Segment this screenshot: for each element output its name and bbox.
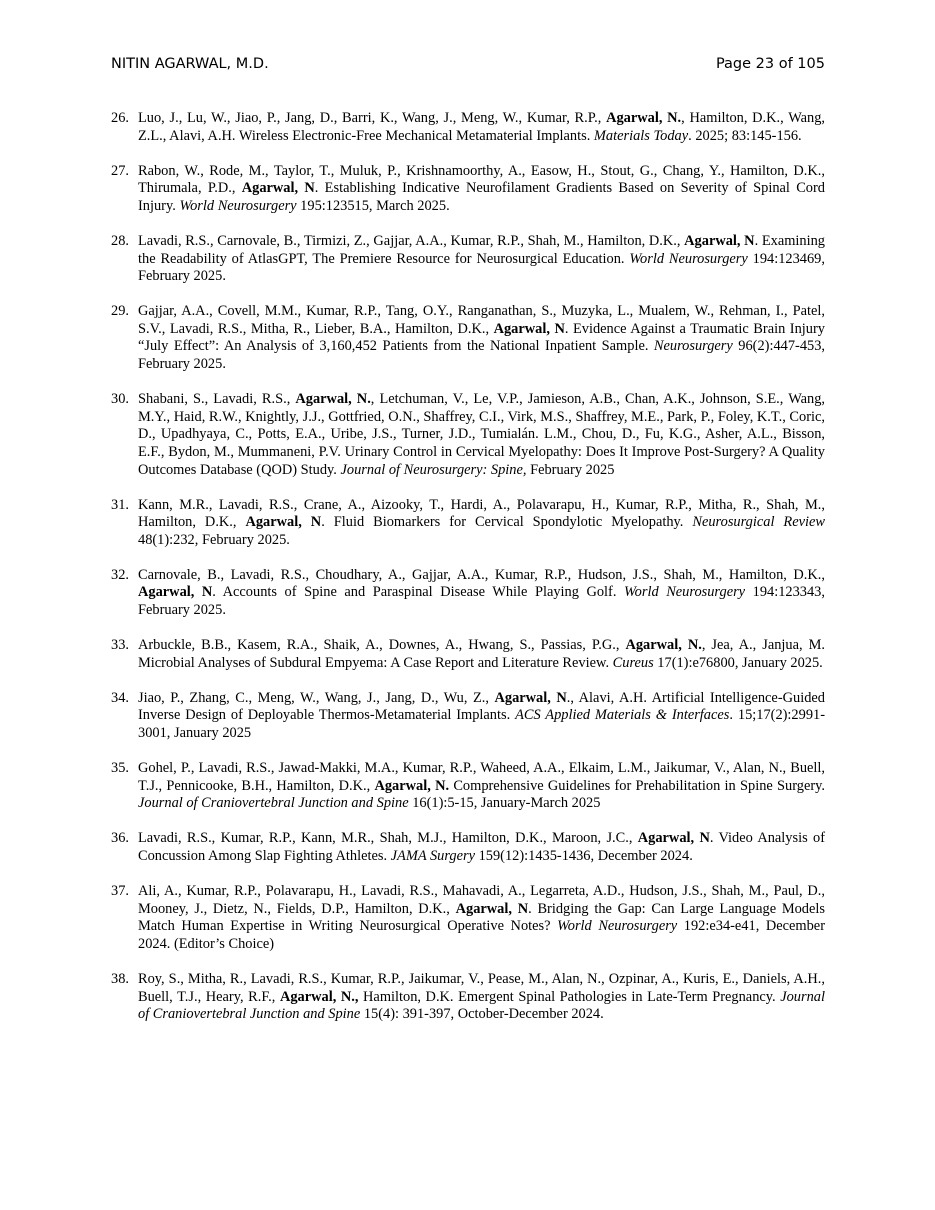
citation-text: . 2025; 83:145-156. — [688, 127, 802, 144]
reference-citation — [138, 303, 825, 373]
reference-number: 36. — [111, 830, 129, 847]
journal-title: Journal of Craniovertebral Junction and Spine — [138, 988, 825, 1023]
reference-citation — [138, 163, 825, 216]
citation-text: Lavadi, R.S., Carnovale, B., Tirmizi, Z., Gajjar, A.A., Kumar, R.P., Shah, M., Hamilton, D.K., — [138, 232, 685, 249]
reference-number: 28. — [111, 232, 129, 249]
citation-text: Comprehensive Guidelines for Prehabilitation in Spine Surgery. — [449, 777, 825, 794]
author-highlight: Agarwal, N — [455, 900, 529, 917]
citation-text: 17(1):e76800, January 2025. — [653, 654, 823, 671]
reference-item — [111, 497, 825, 550]
reference-item — [111, 690, 825, 743]
reference-number: 32. — [111, 566, 129, 583]
reference-citation — [138, 690, 825, 743]
journal-title: Journal of Craniovertebral Junction and Spine — [138, 795, 409, 812]
journal-title: Cureus — [612, 654, 654, 671]
citation-text: Hamilton, D.K. Emergent Spinal Pathologies in Late-Term Pregnancy. — [358, 988, 781, 1005]
citation-text: 195:123515, March 2025. — [296, 197, 450, 214]
journal-title: World Neurosurgery — [557, 918, 678, 935]
journal-title: ACS Applied Materials & Interfaces — [515, 707, 730, 724]
citation-text: . Evidence Against a Traumatic Brain Injury “July Effect”: An Analysis of 3,160,452 Patients from the National Inpatient Sample. — [138, 320, 825, 355]
journal-title: Neurosurgery — [653, 338, 733, 355]
citation-text: . Bridging the Gap: Can Large Language Models Match Human Expertise in Writing Neurosurgical Operative Notes? — [138, 900, 825, 935]
citation-text: Luo, J., Lu, W., Jiao, P., Jang, D., Barri, K., Wang, J., Meng, W., Kumar, R.P., — [138, 110, 607, 126]
author-highlight: Agarwal, N — [493, 320, 565, 337]
citation-text: 192:e34-e41, December 2024. (Editor’s Choice) — [138, 918, 825, 952]
citation-text: Lavadi, R.S., Kumar, R.P., Kann, M.R., Shah, M.J., Hamilton, D.K., Maroon, J.C., — [138, 830, 638, 847]
author-highlight: Agarwal, N. — [625, 637, 702, 654]
citation-text: . Fluid Biomarkers for Cervical Spondylotic Myelopathy. — [321, 514, 693, 531]
citation-text: Carnovale, B., Lavadi, R.S., Choudhary, A., Gajjar, A.A., Kumar, R.P., Hudson, J.S., Shah, M., Hamilton, D.K., — [138, 566, 825, 583]
reference-citation — [138, 391, 825, 479]
reference-citation — [138, 233, 825, 286]
author-highlight: Agarwal, N — [684, 232, 755, 249]
author-highlight: Agarwal, N — [138, 584, 213, 601]
author-name: NITIN AGARWAL, M.D. — [111, 56, 269, 72]
journal-title: World Neurosurgery — [179, 197, 297, 214]
reference-citation — [138, 830, 825, 865]
author-highlight: Agarwal, N — [494, 689, 567, 706]
reference-citation — [138, 760, 825, 813]
citation-text: , Letchuman, V., Le, V.P., Jamieson, A.B., Chan, A.K., Johnson, S.E., Wang, M.Y., Haid, R.W., Knightly, J.J., Gottfried, O.N., Shaffrey, C.I., Virk, M.S., Shaffrey, M.E., Park, P., Foley, K.T., Coric, D., Upadhyaya, C., Potts, E.A., Uribe, J.S., Turner, J.D., Tumialán. L.M., Chou, D., Fu, K.G., Asher, A.L., Bisson, E.F., Bydon, M., Mummaneni, P.V. Urinary Control in Cervical Myelopathy: Does It Improve Post-Surgery? A Quality Outcomes Database (QOD) Study. — [138, 391, 825, 478]
author-highlight: Agarwal, N — [637, 830, 710, 847]
reference-item — [111, 391, 825, 479]
citation-text: 159(12):1435-1436, December 2024. — [474, 848, 693, 864]
reference-item — [111, 110, 825, 145]
citation-text: 15(4): 391-397, October-December 2024. — [360, 1006, 604, 1023]
citation-text: Arbuckle, B.B., Kasem, R.A., Shaik, A., Downes, A., Hwang, S., Passias, P.G., — [138, 637, 626, 654]
reference-number: 31. — [111, 496, 129, 513]
author-highlight: Agarwal, N., — [279, 988, 359, 1005]
reference-citation — [138, 883, 825, 953]
reference-item — [111, 883, 825, 953]
journal-title: Neurosurgical Review — [692, 514, 825, 531]
citation-text: Rabon, W., Rode, M., Taylor, T., Muluk, P., Krishnamoorthy, A., Easow, H., Stout, G., Chang, Y., Hamilton, D.K., Thirumala, P.D., — [138, 162, 825, 197]
author-highlight: Agarwal, N — [241, 180, 315, 197]
citation-text: . Establishing Indicative Neurofilament Gradients Based on Severity of Spinal Cord Injury. — [138, 180, 825, 214]
reference-citation — [138, 497, 825, 550]
reference-number: 29. — [111, 303, 129, 320]
citation-text: . Video Analysis of Concussion Among Slap Fighting Athletes. — [138, 830, 826, 864]
reference-number: 30. — [111, 391, 129, 408]
journal-title: Materials Today — [593, 127, 689, 144]
reference-number: 34. — [111, 689, 129, 706]
reference-citation — [138, 971, 825, 1024]
reference-item — [111, 163, 825, 216]
citation-text: Shabani, S., Lavadi, R.S., — [138, 391, 296, 408]
citation-text: 96(2):447-453, February 2025. — [138, 338, 826, 373]
reference-citation — [138, 110, 825, 145]
journal-title: JAMA Surgery — [390, 848, 475, 864]
reference-item — [111, 637, 825, 672]
citation-text: . Examining the Readability of AtlasGPT, The Premiere Resource for Neurosurgical Education. — [138, 232, 825, 267]
author-highlight: Agarwal, N — [245, 514, 322, 531]
citation-text: 194:123343, February 2025. — [138, 584, 825, 619]
citation-text: 194:123469, February 2025. — [138, 250, 825, 285]
reference-number: 37. — [111, 883, 129, 900]
citation-text: Jiao, P., Zhang, C., Meng, W., Wang, J., Jang, D., Wu, Z., — [138, 689, 495, 706]
reference-number: 35. — [111, 760, 129, 777]
reference-item — [111, 567, 825, 620]
citation-text: , Jea, A., Janjua, M. Microbial Analyses of Subdural Empyema: A Case Report and Literature Review. — [138, 637, 825, 671]
reference-number: 33. — [111, 637, 129, 654]
publication-list — [111, 110, 825, 1041]
reference-item — [111, 971, 825, 1024]
journal-title: Journal of Neurosurgery: Spine, — [340, 461, 527, 478]
citation-text: , Hamilton, D.K., Wang, Z.L., Alavi, A.H. Wireless Electronic-Free Mechanical Metamaterial Implants. — [138, 110, 825, 144]
citation-text: ., Alavi, A.H. Artificial Intelligence-Guided Inverse Design of Deployable Thermos-Metamaterial Implants. — [138, 689, 825, 724]
citation-text: Roy, S., Mitha, R., Lavadi, R.S., Kumar, R.P., Jaikumar, V., Pease, M., Alan, N., Ozpinar, A., Kuris, E., Daniels, A.H., Buell, T.J., Heary, R.F., — [138, 970, 825, 1005]
citation-text: Kann, M.R., Lavadi, R.S., Crane, A., Aizooky, T., Hardi, A., Polavarapu, H., Kumar, R.P., Mitha, R., Shah, M., Hamilton, D.K., — [138, 496, 825, 531]
author-highlight: Agarwal, N. — [374, 777, 450, 794]
journal-title: World Neurosurgery — [629, 250, 748, 267]
reference-item — [111, 830, 825, 865]
page-number: Page 23 of 105 — [715, 56, 825, 72]
citation-text: . Accounts of Spine and Paraspinal Disease While Playing Golf. — [212, 584, 624, 601]
reference-number: 27. — [111, 162, 129, 179]
reference-item — [111, 760, 825, 813]
citation-text: Gohel, P., Lavadi, R.S., Jawad-Makki, M.A., Kumar, R.P., Waheed, A.A., Elkaim, L.M., Jaikumar, V., Alan, N., Buell, T.J., Pennicooke, B.H., Hamilton, D.K., — [138, 760, 825, 794]
author-highlight: Agarwal, N. — [295, 391, 371, 408]
reference-item — [111, 233, 825, 286]
citation-text: Ali, A., Kumar, R.P., Polavarapu, H., Lavadi, R.S., Mahavadi, A., Legarreta, A.D., Hudson, J.S., Shah, M., Paul, D., Mooney, J., Dietz, N., Fields, D.P., Hamilton, D.K., — [138, 883, 825, 917]
page-header — [111, 56, 825, 78]
reference-item — [111, 303, 825, 373]
citation-text: 16(1):5-15, January-March 2025 — [408, 795, 601, 812]
citation-text: . 15;17(2):2991-3001, January 2025 — [138, 707, 825, 742]
citation-text: February 2025 — [526, 461, 615, 478]
author-highlight: Agarwal, N. — [606, 110, 682, 126]
citation-text: Gajjar, A.A., Covell, M.M., Kumar, R.P., Tang, O.Y., Ranganathan, S., Muzyka, L., Mualem, W., Rehman, I., Patel, S.V., Lavadi, R.S., Mitha, R., Lieber, B.A., Hamilton, D.K., — [138, 303, 825, 337]
citation-text: 48(1):232, February 2025. — [138, 531, 290, 548]
reference-number: 26. — [111, 110, 129, 126]
reference-citation — [138, 637, 825, 672]
journal-title: World Neurosurgery — [624, 584, 746, 601]
reference-number: 38. — [111, 970, 129, 987]
reference-citation — [138, 567, 825, 620]
